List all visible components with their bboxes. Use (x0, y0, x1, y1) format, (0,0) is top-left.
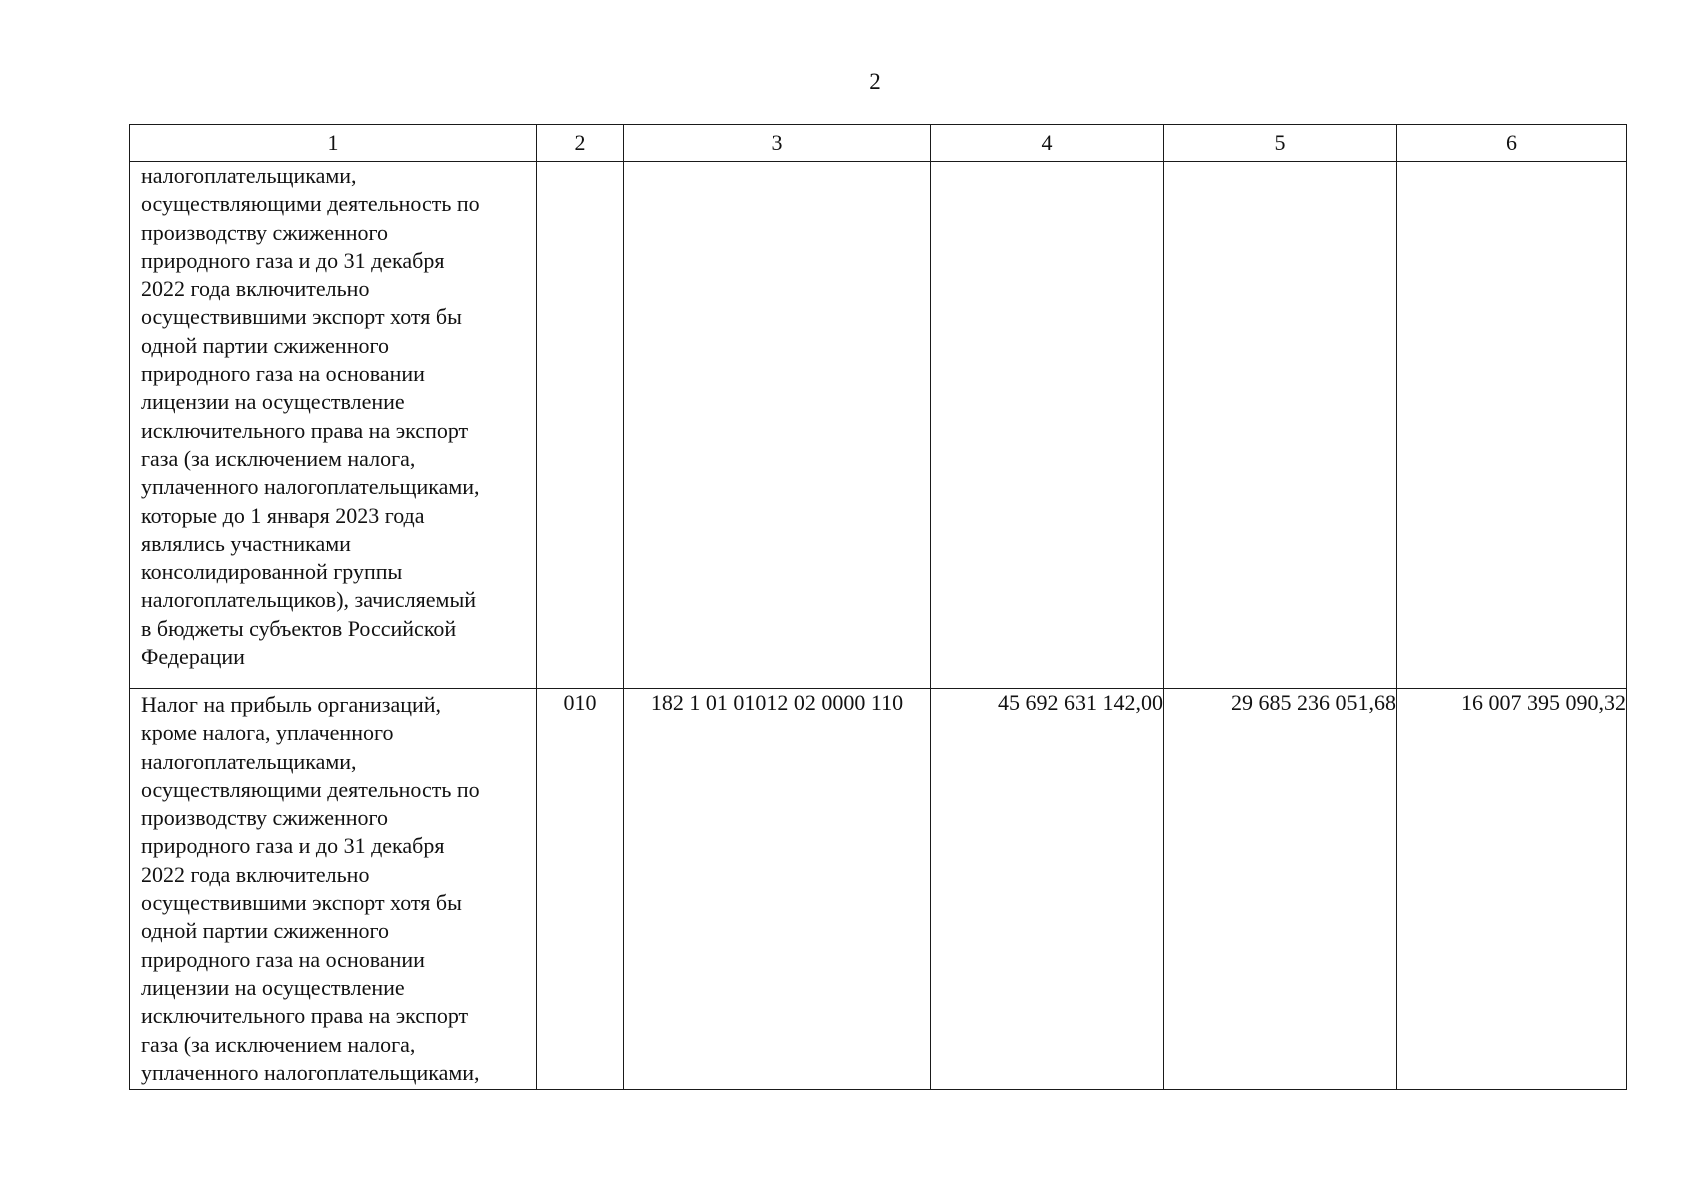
amount-cell-col6 (1397, 162, 1627, 689)
amount-cell-col4 (931, 162, 1164, 689)
column-header-3: 3 (624, 125, 931, 162)
kbk-code-cell (624, 162, 931, 689)
row-description: налогоплательщиками, осуществляющими деятельность по производству сжиженного природного газа и до 31 декабря 2022 года включительно осуществившими экспорт хотя бы одной партии сжиженного природного газа на основании лицензии на осуществление исключительного права на экспорт газа (за исключением налога, уплаченного налогоплательщиками, которые до 1 января 2023 года являлись участниками консолидированной группы налогоплательщиков), зачисляемый в бюджеты субъектов Российской Федерации (141, 163, 480, 670)
kbk-code-cell: 182 1 01 01012 02 0000 110 (624, 689, 931, 1090)
amount-cell-col6: 16 007 395 090,32 (1397, 689, 1627, 1090)
data-table (129, 124, 1627, 1090)
table-row (130, 689, 1627, 1090)
page-number: 2 (869, 69, 881, 94)
table-header-row (130, 125, 1627, 162)
line-code-cell: 010 (537, 689, 624, 1090)
table-row (130, 162, 1627, 689)
row-description: Налог на прибыль организаций, кроме налога, уплаченного налогоплательщиками, осуществляющими деятельность по производству сжиженного природного газа и до 31 декабря 2022 года включительно осуществившими экспорт хотя бы одной партии сжиженного природного газа на основании лицензии на осуществление исключительного права на экспорт газа (за исключением налога, уплаченного налогоплательщиками, (141, 692, 480, 1085)
line-code-cell (537, 162, 624, 689)
row-description-cell (130, 689, 537, 1090)
amount-cell-col5 (1164, 162, 1397, 689)
row-description-cell (130, 162, 537, 689)
column-header-4: 4 (931, 125, 1164, 162)
column-header-2: 2 (537, 125, 624, 162)
column-header-6: 6 (1397, 125, 1627, 162)
amount-cell-col5: 29 685 236 051,68 (1164, 689, 1397, 1090)
amount-cell-col4: 45 692 631 142,00 (931, 689, 1164, 1090)
column-header-1: 1 (130, 125, 537, 162)
column-header-5: 5 (1164, 125, 1397, 162)
